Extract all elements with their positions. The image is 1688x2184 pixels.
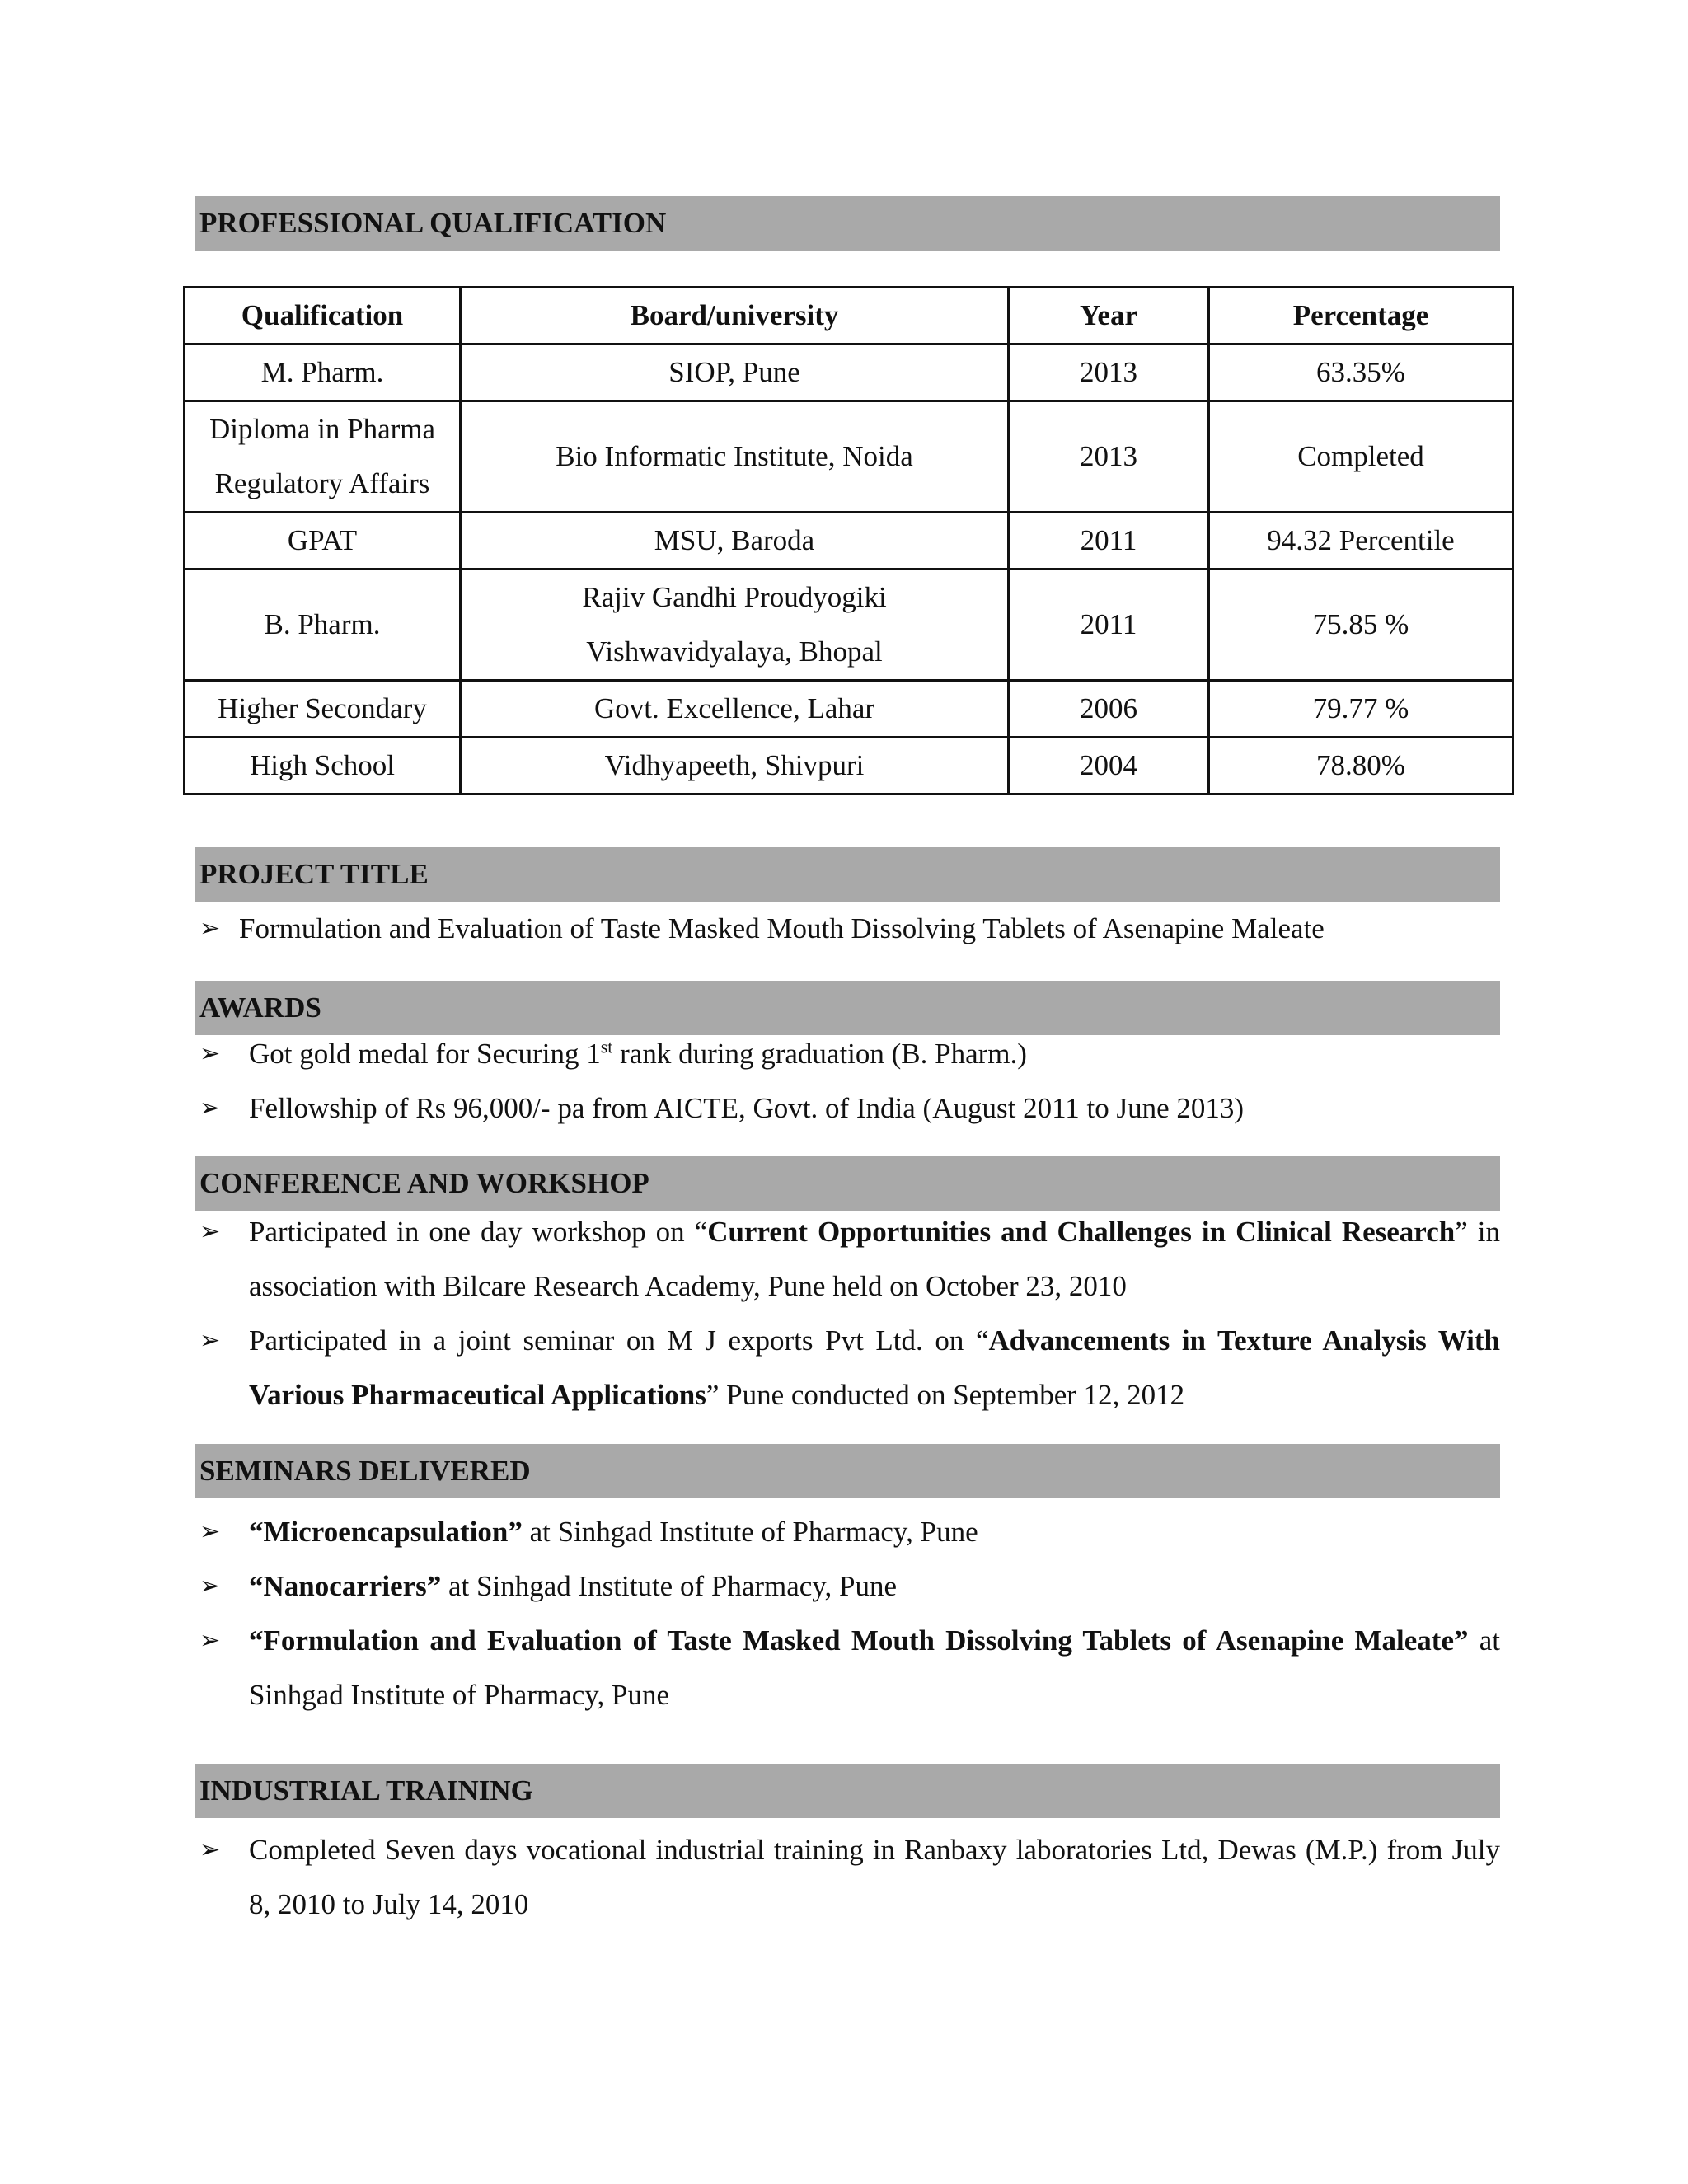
seminar-title: “Nanocarriers” bbox=[249, 1570, 442, 1602]
arrow-bullet-icon: ➢ bbox=[199, 914, 221, 943]
award-text: Fellowship of Rs 96,000/- pa from AICTE, Govt. of India (August 2011 to June 2013) bbox=[249, 1092, 1245, 1124]
cell-percentage: 79.77 % bbox=[1209, 681, 1513, 738]
conference-list bbox=[195, 1205, 1500, 1422]
conference-title: Advancements in Texture Analysis With Various Pharmaceutical Applications bbox=[249, 1324, 1500, 1411]
cell-board: Bio Informatic Institute, Noida bbox=[461, 401, 1009, 513]
cell-qualification: M. Pharm. bbox=[185, 344, 461, 401]
cell-qualification bbox=[185, 401, 461, 513]
conference-text: Participated in a joint seminar on M J exports Pvt Ltd. on “ bbox=[249, 1324, 989, 1357]
seminar-text: at Sinhgad Institute of Pharmacy, Pune bbox=[522, 1516, 978, 1548]
cell-qualification: GPAT bbox=[185, 513, 461, 569]
training-text: Completed Seven days vocational industrial training in Ranbaxy laboratories Ltd, Dewas (M.P.) from July 8, 2010 to July 14, 2010 bbox=[249, 1834, 1500, 1920]
conference-text: ” Pune conducted on September 12, 2012 bbox=[706, 1379, 1185, 1411]
arrow-bullet-icon: ➢ bbox=[199, 1626, 221, 1655]
cell-qualification: High School bbox=[185, 738, 461, 794]
list-item bbox=[195, 902, 1500, 956]
cell-year: 2006 bbox=[1009, 681, 1209, 738]
cell-board: Govt. Excellence, Lahar bbox=[461, 681, 1009, 738]
project-list bbox=[195, 902, 1500, 956]
table-header-row bbox=[185, 288, 1513, 344]
column-header: Board/university bbox=[461, 288, 1009, 344]
list-item bbox=[195, 1081, 1500, 1136]
seminar-title: “Formulation and Evaluation of Taste Masked Mouth Dissolving Tablets of Asenapine Maleate” bbox=[249, 1624, 1469, 1657]
arrow-bullet-icon: ➢ bbox=[199, 1835, 221, 1864]
cell-percentage: 78.80% bbox=[1209, 738, 1513, 794]
list-item bbox=[195, 1559, 1500, 1614]
conference-text: ” in association with Bilcare Research Academy, Pune held on October 23, 2010 bbox=[249, 1216, 1501, 1302]
list-item bbox=[195, 1614, 1500, 1722]
list-item bbox=[195, 1505, 1500, 1559]
award-text: Got gold medal for Securing 1 bbox=[249, 1038, 601, 1070]
seminar-text: at Sinhgad Institute of Pharmacy, Pune bbox=[249, 1624, 1500, 1711]
cell-qualification: Higher Secondary bbox=[185, 681, 461, 738]
arrow-bullet-icon: ➢ bbox=[199, 1326, 221, 1355]
cell-year: 2004 bbox=[1009, 738, 1209, 794]
list-item bbox=[195, 1027, 1500, 1081]
list-item bbox=[195, 1823, 1500, 1932]
table-row bbox=[185, 513, 1513, 569]
award-text: rank during graduation (B. Pharm.) bbox=[612, 1038, 1027, 1070]
qualification-table bbox=[183, 286, 1514, 795]
arrow-bullet-icon: ➢ bbox=[199, 1039, 221, 1068]
award-superscript: st bbox=[600, 1036, 613, 1057]
table-row bbox=[185, 681, 1513, 738]
training-list bbox=[195, 1823, 1500, 1932]
column-header: Percentage bbox=[1209, 288, 1513, 344]
cell-percentage: Completed bbox=[1209, 401, 1513, 513]
cell-year: 2013 bbox=[1009, 344, 1209, 401]
cell-line: Rajiv Gandhi Proudyogiki bbox=[582, 581, 887, 613]
section-heading-professional-qualification: PROFESSIONAL QUALIFICATION bbox=[195, 196, 1500, 251]
seminar-text: at Sinhgad Institute of Pharmacy, Pune bbox=[441, 1570, 898, 1602]
cell-percentage: 75.85 % bbox=[1209, 569, 1513, 681]
cell-board: SIOP, Pune bbox=[461, 344, 1009, 401]
table-row bbox=[185, 738, 1513, 794]
cell-percentage: 94.32 Percentile bbox=[1209, 513, 1513, 569]
awards-list bbox=[195, 1027, 1500, 1136]
cell-percentage: 63.35% bbox=[1209, 344, 1513, 401]
arrow-bullet-icon: ➢ bbox=[199, 1572, 221, 1601]
arrow-bullet-icon: ➢ bbox=[199, 1217, 221, 1246]
section-heading-industrial-training: INDUSTRIAL TRAINING bbox=[195, 1764, 1500, 1818]
cell-board bbox=[461, 569, 1009, 681]
conference-title: Current Opportunities and Challenges in Clinical Research bbox=[707, 1216, 1456, 1248]
cell-qualification: B. Pharm. bbox=[185, 569, 461, 681]
table-row bbox=[185, 344, 1513, 401]
list-item bbox=[195, 1314, 1500, 1422]
cell-line: Vishwavidyalaya, Bhopal bbox=[586, 635, 883, 668]
arrow-bullet-icon: ➢ bbox=[199, 1517, 221, 1546]
arrow-bullet-icon: ➢ bbox=[199, 1094, 221, 1122]
section-heading-project-title: PROJECT TITLE bbox=[195, 847, 1500, 902]
column-header: Qualification bbox=[185, 288, 461, 344]
cell-line: Diploma in Pharma bbox=[209, 413, 436, 445]
seminar-title: “Microencapsulation” bbox=[249, 1516, 523, 1548]
cell-year: 2011 bbox=[1009, 513, 1209, 569]
section-heading-seminars-delivered: SEMINARS DELIVERED bbox=[195, 1444, 1500, 1498]
cell-year: 2011 bbox=[1009, 569, 1209, 681]
project-title-text: Formulation and Evaluation of Taste Masked Mouth Dissolving Tablets of Asenapine Maleate bbox=[239, 912, 1325, 944]
cell-board: MSU, Baroda bbox=[461, 513, 1009, 569]
cell-line: Regulatory Affairs bbox=[214, 467, 430, 499]
cell-year: 2013 bbox=[1009, 401, 1209, 513]
seminars-list bbox=[195, 1505, 1500, 1722]
column-header: Year bbox=[1009, 288, 1209, 344]
table-row bbox=[185, 569, 1513, 681]
table-row bbox=[185, 401, 1513, 513]
cell-board: Vidhyapeeth, Shivpuri bbox=[461, 738, 1009, 794]
section-heading-conference-and-workshop: CONFERENCE AND WORKSHOP bbox=[195, 1156, 1500, 1211]
conference-text: Participated in one day workshop on “ bbox=[249, 1216, 708, 1248]
list-item bbox=[195, 1205, 1500, 1314]
section-heading-awards: AWARDS bbox=[195, 981, 1500, 1035]
